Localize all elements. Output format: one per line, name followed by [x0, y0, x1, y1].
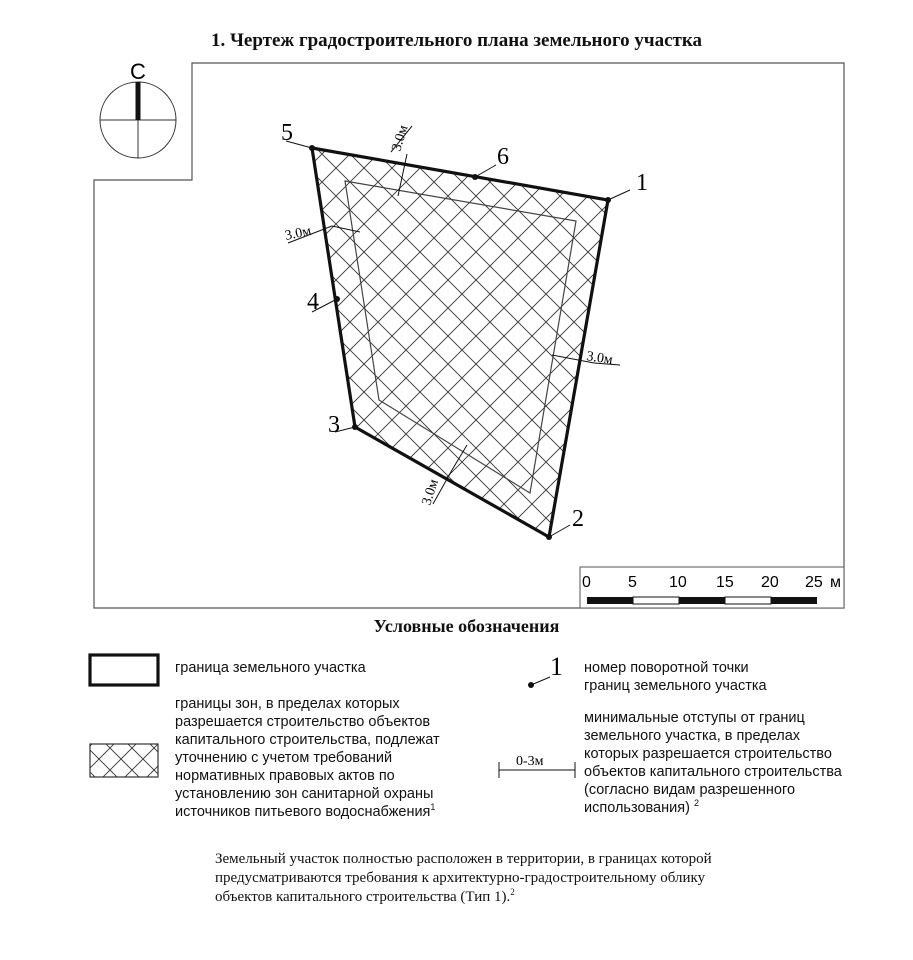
point-label-6: 6 — [497, 144, 509, 170]
compass-north-label: С — [130, 59, 146, 84]
legend-zones-label: границы зон, в пределах которых разрешается строительство объектов капитального строительства, подлежат уточнению с учетом требований нормативных правовых актов по установлению зон санитарной охраны источников питьевого водоснабжения — [175, 696, 440, 820]
legend-zones-sup: 1 — [430, 802, 436, 813]
legend-point-dot — [528, 682, 534, 688]
scale-label-15: 15 — [716, 574, 734, 591]
footnote — [215, 850, 712, 907]
legend-boundary-text: граница земельного участка — [175, 660, 366, 676]
setback-label-right: 3.0м — [585, 349, 614, 369]
setback-label-bottom: 3.0м — [419, 477, 442, 508]
footnote-text: Земельный участок полностью расположен в территории, в границах которой предусматриваются требования к архитектурно-градостроительному облику объектов капитального строительства (Тип 1). — [215, 851, 712, 905]
point-label-2: 2 — [572, 506, 584, 532]
scale-label-25: 25 — [805, 574, 823, 591]
legend-point-number: 1 — [550, 652, 563, 681]
scale-label-20: 20 — [761, 574, 779, 591]
scale-bar — [587, 597, 817, 604]
legend-zones-text — [175, 695, 440, 821]
scale-unit: м — [830, 574, 841, 591]
setback-label-left: 3.0м — [283, 223, 313, 244]
scale-label-10: 10 — [669, 574, 687, 591]
legend-title: Условные обозначения — [373, 616, 560, 636]
legend-boundary-symbol — [90, 655, 158, 685]
page-title: 1. Чертеж градостроительного плана земельного участка — [210, 30, 703, 51]
scale-label-0: 0 — [582, 574, 591, 591]
legend-setback-sup: 2 — [693, 798, 699, 809]
point-label-3: 3 — [328, 412, 340, 438]
compass-icon — [100, 82, 176, 158]
scale-label-5: 5 — [628, 574, 637, 591]
legend-setback-label: минимальные отступы от границ земельного участка, в пределах которых разрешается строительство объектов капитального строительства (согласно видам разрешенного использования) — [584, 710, 842, 816]
point-label-4: 4 — [307, 289, 319, 315]
footnote-sup: 2 — [510, 887, 515, 897]
legend-zones-symbol — [90, 744, 158, 777]
land-plot — [312, 148, 608, 537]
point-label-1: 1 — [636, 170, 648, 196]
legend-point-leader — [531, 677, 550, 685]
legend-setback-sample: 0-3м — [516, 754, 544, 769]
setback-label-top: 3.0м — [389, 123, 412, 154]
legend-point-text: номер поворотной точки границ земельного участка — [584, 660, 767, 694]
legend-setback-text — [584, 709, 842, 817]
point-label-5: 5 — [281, 120, 293, 146]
